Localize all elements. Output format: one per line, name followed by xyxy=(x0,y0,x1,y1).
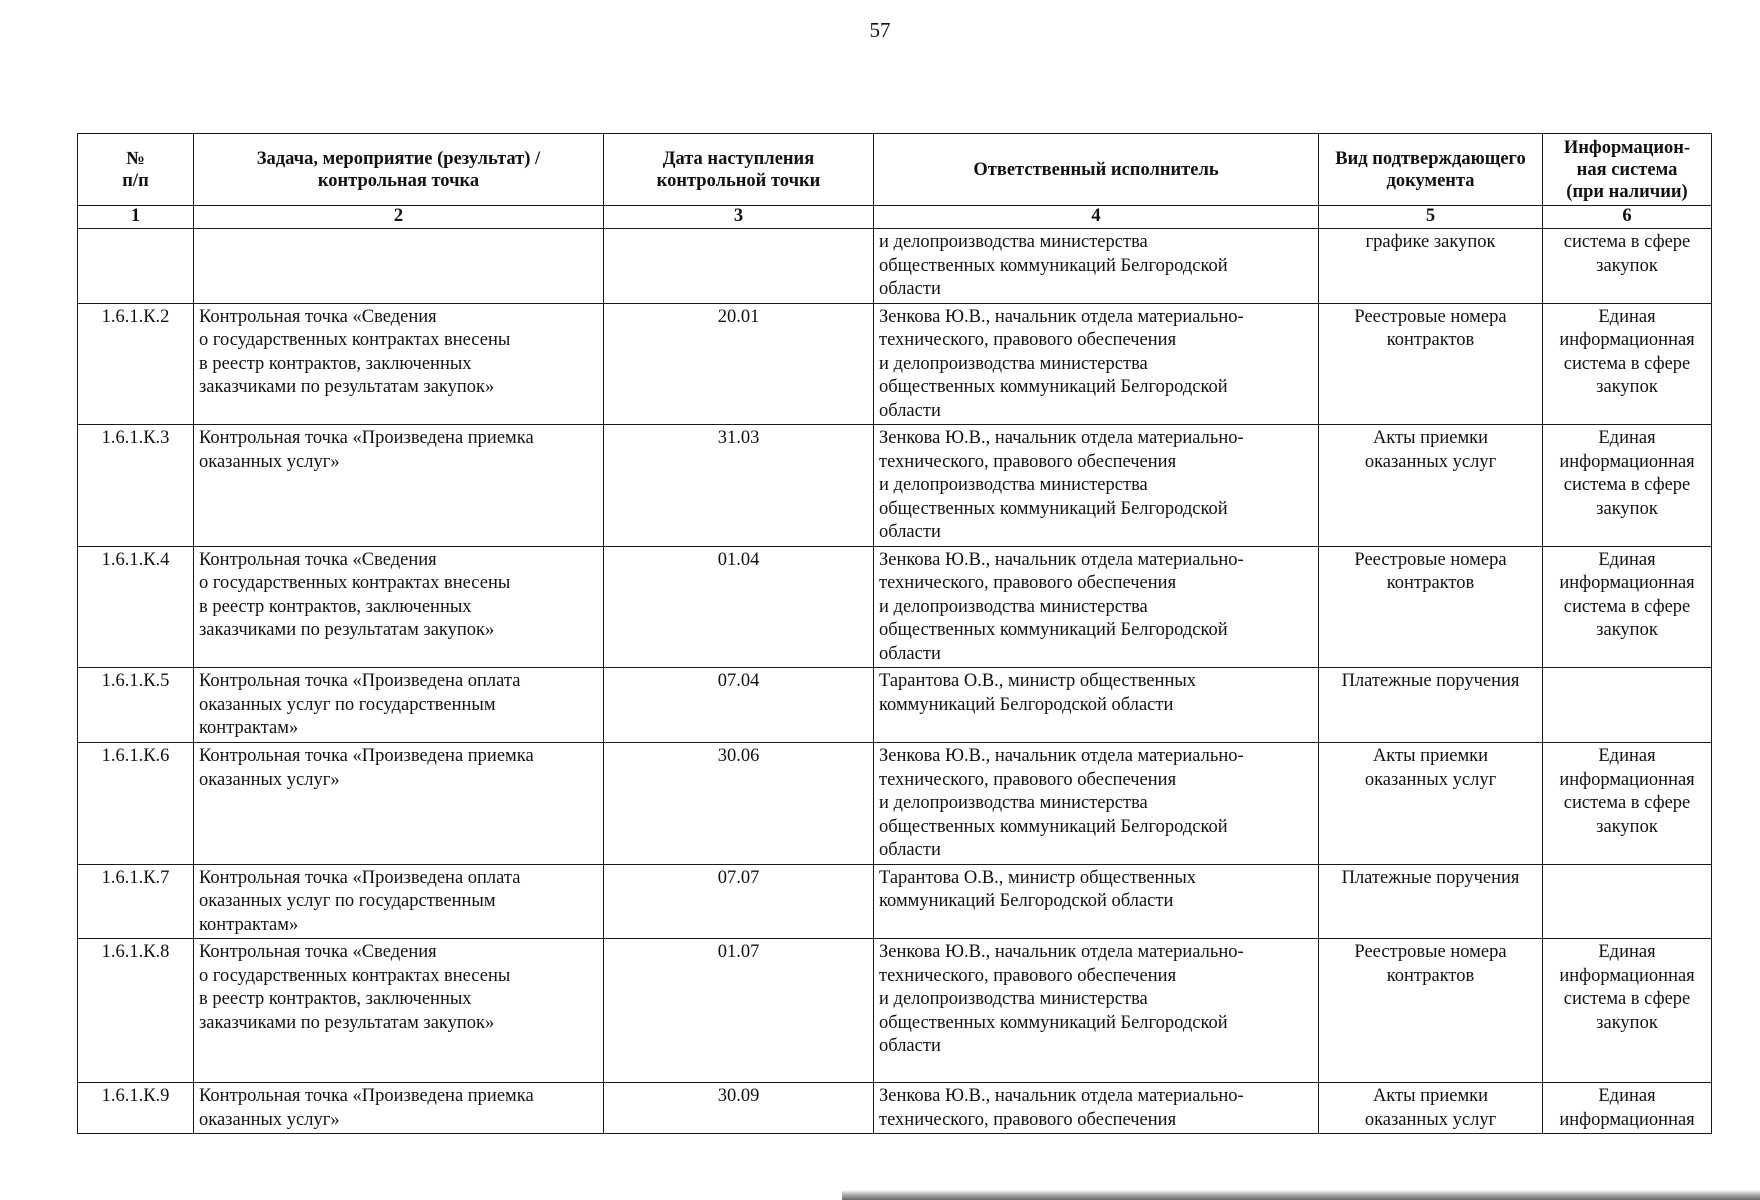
cell-system xyxy=(1543,864,1712,939)
cell-document: Акты приемки оказанных услуг xyxy=(1319,743,1543,865)
cell-date: 07.07 xyxy=(604,864,874,939)
cell-number: 1.6.1.К.9 xyxy=(78,1083,194,1134)
table-row xyxy=(78,939,1712,1083)
column-number: 6 xyxy=(1543,206,1712,229)
cell-system: система в сфере закупок xyxy=(1543,229,1712,304)
table-header-row xyxy=(78,134,1712,206)
cell-system: Единая информационная система в сфере закупок xyxy=(1543,425,1712,547)
scan-edge-shadow xyxy=(842,1190,1760,1200)
cell-executor: Зенкова Ю.В., начальник отдела материально- технического, правового обеспечения и делопроизводства министерства общественных коммуникаций Белгородской области xyxy=(874,425,1319,547)
table-row xyxy=(78,743,1712,865)
cell-executor: Тарантова О.В., министр общественных коммуникаций Белгородской области xyxy=(874,668,1319,743)
cell-date: 30.09 xyxy=(604,1083,874,1134)
column-number: 4 xyxy=(874,206,1319,229)
cell-task: Контрольная точка «Сведения о государственных контрактах внесены в реестр контрактов, заключенных заказчиками по результатам закупок» xyxy=(194,939,604,1083)
cell-document: Акты приемки оказанных услуг xyxy=(1319,425,1543,547)
cell-document: Реестровые номера контрактов xyxy=(1319,546,1543,668)
cell-document: Платежные поручения xyxy=(1319,668,1543,743)
cell-number: 1.6.1.К.6 xyxy=(78,743,194,865)
table-row xyxy=(78,303,1712,425)
cell-date: 01.07 xyxy=(604,939,874,1083)
cell-date: 30.06 xyxy=(604,743,874,865)
table-row xyxy=(78,864,1712,939)
cell-number: 1.6.1.К.7 xyxy=(78,864,194,939)
cell-system: Единая информационная xyxy=(1543,1083,1712,1134)
column-number-row xyxy=(78,206,1712,229)
header-document: Вид подтверждающего документа xyxy=(1319,134,1543,206)
cell-task xyxy=(194,229,604,304)
cell-date xyxy=(604,229,874,304)
cell-executor: Зенкова Ю.В., начальник отдела материально- технического, правового обеспечения и делопроизводства министерства общественных коммуникаций Белгородской области xyxy=(874,546,1319,668)
cell-executor: и делопроизводства министерства общественных коммуникаций Белгородской области xyxy=(874,229,1319,304)
header-executor: Ответственный исполнитель xyxy=(874,134,1319,206)
column-number: 5 xyxy=(1319,206,1543,229)
header-date: Дата наступления контрольной точки xyxy=(604,134,874,206)
table-row xyxy=(78,1083,1712,1134)
cell-task: Контрольная точка «Произведена приемка оказанных услуг» xyxy=(194,743,604,865)
cell-system: Единая информационная система в сфере закупок xyxy=(1543,939,1712,1083)
header-system: Информацион- ная система (при наличии) xyxy=(1543,134,1712,206)
cell-executor: Зенкова Ю.В., начальник отдела материально- технического, правового обеспечения xyxy=(874,1083,1319,1134)
cell-date: 01.04 xyxy=(604,546,874,668)
cell-executor: Зенкова Ю.В., начальник отдела материально- технического, правового обеспечения и делопроизводства министерства общественных коммуникаций Белгородской области xyxy=(874,939,1319,1083)
cell-document: графике закупок xyxy=(1319,229,1543,304)
cell-number: 1.6.1.К.5 xyxy=(78,668,194,743)
cell-executor: Зенкова Ю.В., начальник отдела материально- технического, правового обеспечения и делопроизводства министерства общественных коммуникаций Белгородской области xyxy=(874,743,1319,865)
cell-executor: Зенкова Ю.В., начальник отдела материально- технического, правового обеспечения и делопроизводства министерства общественных коммуникаций Белгородской области xyxy=(874,303,1319,425)
cell-task: Контрольная точка «Сведения о государственных контрактах внесены в реестр контрактов, заключенных заказчиками по результатам закупок» xyxy=(194,303,604,425)
control-points-table xyxy=(77,133,1712,1134)
cell-system: Единая информационная система в сфере закупок xyxy=(1543,743,1712,865)
cell-task: Контрольная точка «Произведена приемка оказанных услуг» xyxy=(194,425,604,547)
cell-number: 1.6.1.К.3 xyxy=(78,425,194,547)
cell-task: Контрольная точка «Произведена оплата оказанных услуг по государственным контрактам» xyxy=(194,864,604,939)
cell-task: Контрольная точка «Произведена приемка оказанных услуг» xyxy=(194,1083,604,1134)
table-row xyxy=(78,229,1712,304)
table-row xyxy=(78,425,1712,547)
column-number: 1 xyxy=(78,206,194,229)
cell-system: Единая информационная система в сфере закупок xyxy=(1543,303,1712,425)
cell-date: 07.04 xyxy=(604,668,874,743)
cell-executor: Тарантова О.В., министр общественных коммуникаций Белгородской области xyxy=(874,864,1319,939)
cell-document: Реестровые номера контрактов xyxy=(1319,303,1543,425)
cell-document: Реестровые номера контрактов xyxy=(1319,939,1543,1083)
cell-number xyxy=(78,229,194,304)
header-number: № п/п xyxy=(78,134,194,206)
table-row xyxy=(78,668,1712,743)
cell-system: Единая информационная система в сфере закупок xyxy=(1543,546,1712,668)
cell-task: Контрольная точка «Произведена оплата оказанных услуг по государственным контрактам» xyxy=(194,668,604,743)
cell-document: Акты приемки оказанных услуг xyxy=(1319,1083,1543,1134)
cell-task: Контрольная точка «Сведения о государственных контрактах внесены в реестр контрактов, заключенных заказчиками по результатам закупок» xyxy=(194,546,604,668)
cell-number: 1.6.1.К.8 xyxy=(78,939,194,1083)
cell-number: 1.6.1.К.2 xyxy=(78,303,194,425)
column-number: 3 xyxy=(604,206,874,229)
cell-number: 1.6.1.К.4 xyxy=(78,546,194,668)
cell-document: Платежные поручения xyxy=(1319,864,1543,939)
header-task: Задача, мероприятие (результат) / контрольная точка xyxy=(194,134,604,206)
cell-date: 20.01 xyxy=(604,303,874,425)
cell-date: 31.03 xyxy=(604,425,874,547)
column-number: 2 xyxy=(194,206,604,229)
table-row xyxy=(78,546,1712,668)
page-number: 57 xyxy=(869,18,891,42)
cell-system xyxy=(1543,668,1712,743)
